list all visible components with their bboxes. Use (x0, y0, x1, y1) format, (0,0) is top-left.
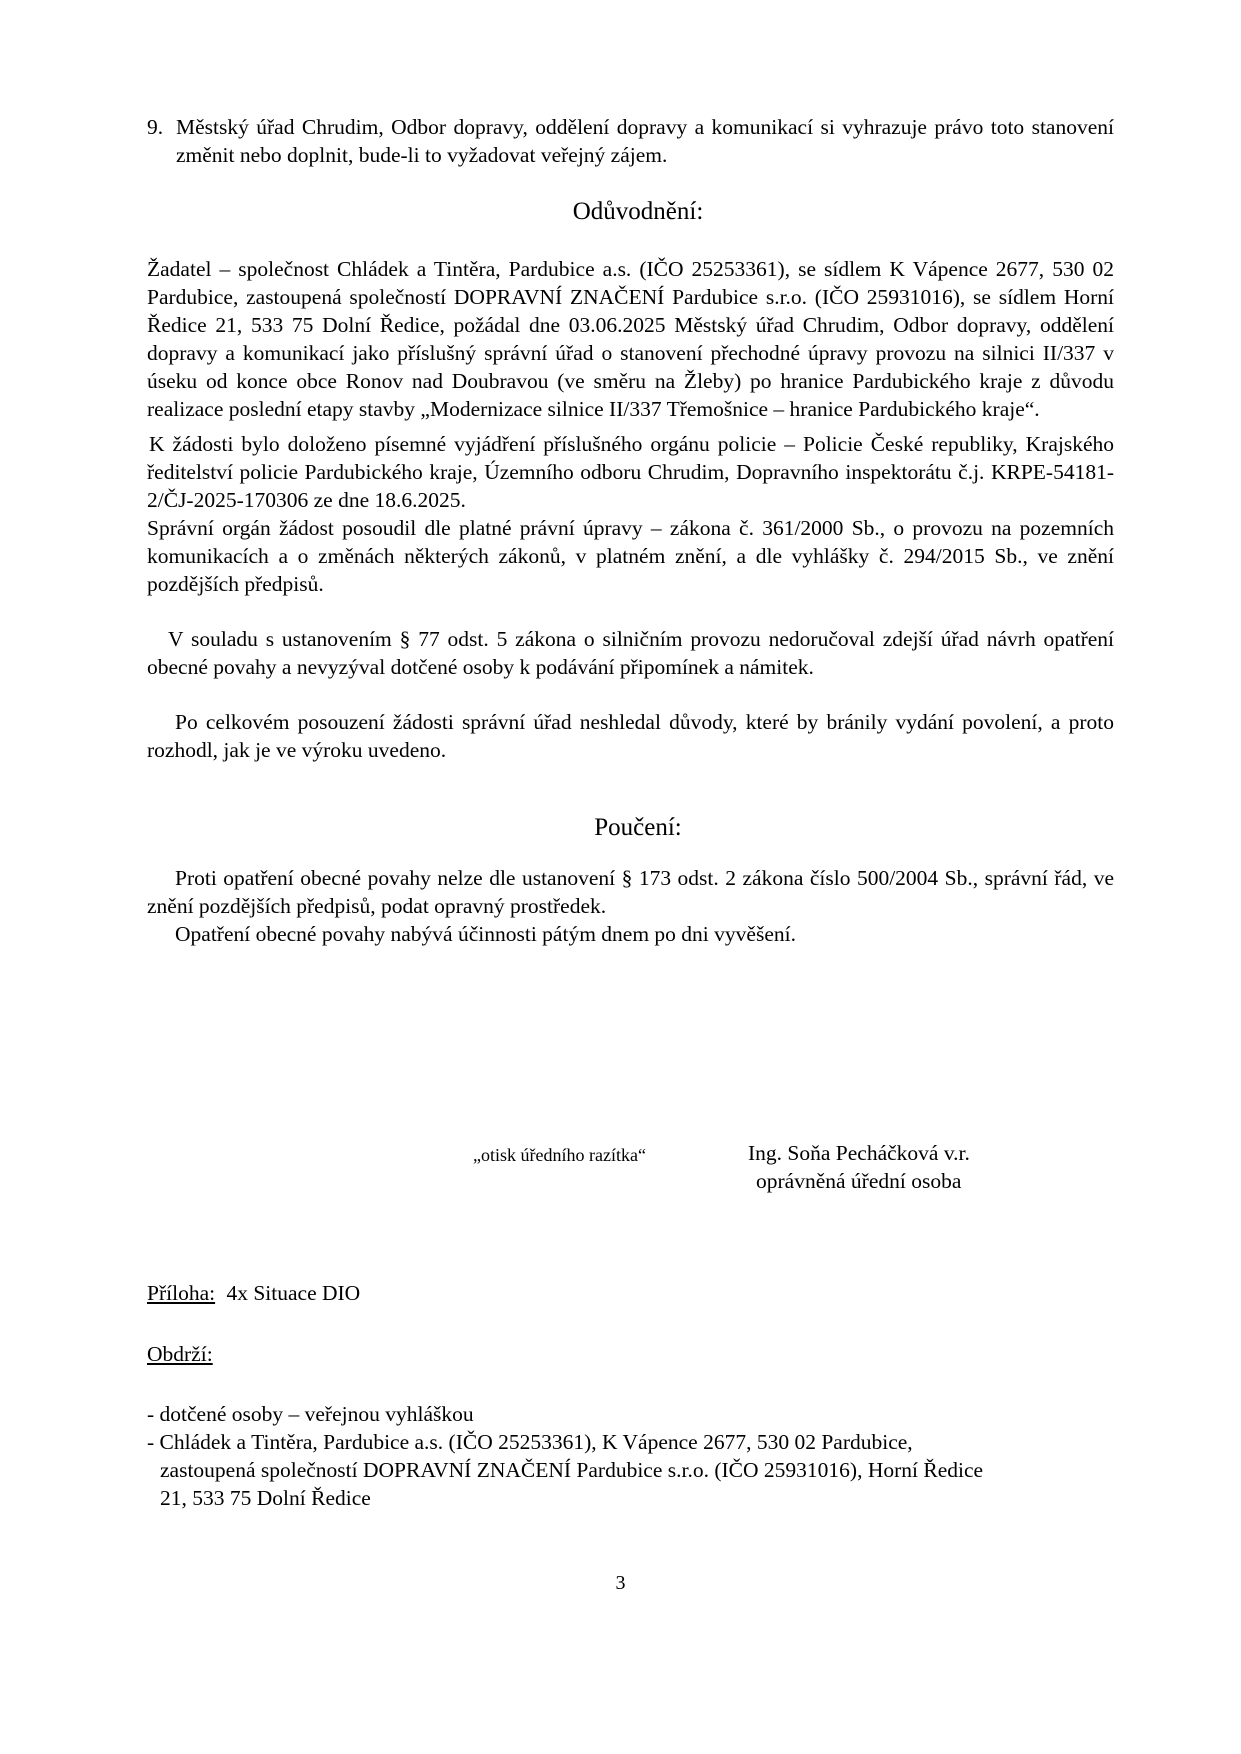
recipients-label: Obdrží: (147, 1342, 213, 1366)
numbered-item-9 (147, 113, 1114, 169)
oduvodneni-paragraph-2: K žádosti bylo doloženo písemné vyjádření příslušného orgánu policie – Policie České republiky, Krajského ředitelství policie Pardubického kraje, Územního odboru Chrudim, Dopravního inspektorátu č.j. KRPE-54181-2/ČJ-2025-170306 ze dne 18.6.2025. (147, 432, 1114, 512)
oduvodneni-paragraph-4: V souladu s ustanovením § 77 odst. 5 zákona o silničním provozu nedoručoval zdejší úřad návrh opatření obecné povahy a nevyzýval dotčené osoby k podávání připomínek a námitek. (147, 627, 1114, 679)
signatory-name: Ing. Soňa Pecháčková v.r. (748, 1141, 970, 1165)
pouceni-paragraph-1: Proti opatření obecné povahy nelze dle ustanovení § 173 odst. 2 zákona číslo 500/2004 Sb., správní řád, ve znění pozdějších předpisů, podat opravný prostředek. (147, 866, 1114, 918)
heading-oduvodneni: Odůvodnění: (572, 198, 704, 225)
recipient-item-2-line-1: - Chládek a Tintěra, Pardubice a.s. (IČO 25253361), K Vápence 2677, 530 02 Pardubice, (147, 1430, 913, 1454)
item-text: Městský úřad Chrudim, Odbor dopravy, oddělení dopravy a komunikací si vyhrazuje právo toto stanovení změnit nebo doplnit, bude-li to vyžadovat veřejný zájem. (176, 115, 1114, 167)
stamp-placeholder: „otisk úředního razítka“ (473, 1145, 646, 1165)
oduvodneni-paragraph-5: Po celkovém posouzení žádosti správní úřad neshledal důvody, které by bránily vydání povolení, a proto rozhodl, jak je ve výroku uvedeno. (147, 710, 1114, 762)
signatory-role: oprávněná úřední osoba (756, 1169, 962, 1193)
page-number: 3 (615, 1572, 626, 1594)
attachment-line (147, 1279, 360, 1307)
heading-pouceni: Poučení: (594, 814, 682, 841)
pouceni-paragraph-2: Opatření obecné povahy nabývá účinnosti pátým dnem po dni vyvěšení. (175, 922, 796, 946)
attachment-label: Příloha: (147, 1281, 216, 1305)
recipient-item-2-line-3: 21, 533 75 Dolní Ředice (160, 1486, 371, 1510)
oduvodneni-paragraph-3: Správní orgán žádost posoudil dle platné právní úpravy – zákona č. 361/2000 Sb., o provozu na pozemních komunikacích a o změnách některých zákonů, v platném znění, a dle vyhlášky č. 294/2015 Sb., ve znění pozdějších předpisů. (147, 516, 1114, 596)
document-page (147, 113, 1114, 948)
oduvodneni-paragraph-1: Žadatel – společnost Chládek a Tintěra, Pardubice a.s. (IČO 25253361), se sídlem K Vápence 2677, 530 02 Pardubice, zastoupená společností DOPRAVNÍ ZNAČENÍ Pardubice s.r.o. (IČO 25931016), se sídlem Horní Ředice 21, 533 75 Dolní Ředice, požádal dne 03.06.2025 Městský úřad Chrudim, Odbor dopravy, oddělení dopravy a komunikací jako příslušný správní úřad o stanovení přechodné úpravy provozu na silnici II/337 v úseku od konce obce Ronov nad Doubravou (ve směru na Žleby) po hranice Pardubického kraje z důvodu realizace poslední etapy stavby „Modernizace silnice II/337 Třemošnice – hranice Pardubického kraje“. (147, 257, 1114, 421)
attachment-value: 4x Situace DIO (226, 1281, 361, 1305)
item-number: 9. (147, 115, 164, 139)
recipient-item-1: - dotčené osoby – veřejnou vyhláškou (147, 1402, 474, 1426)
recipient-item-2-line-2: zastoupená společností DOPRAVNÍ ZNAČENÍ Pardubice s.r.o. (IČO 25931016), Horní Ředice (160, 1458, 984, 1482)
